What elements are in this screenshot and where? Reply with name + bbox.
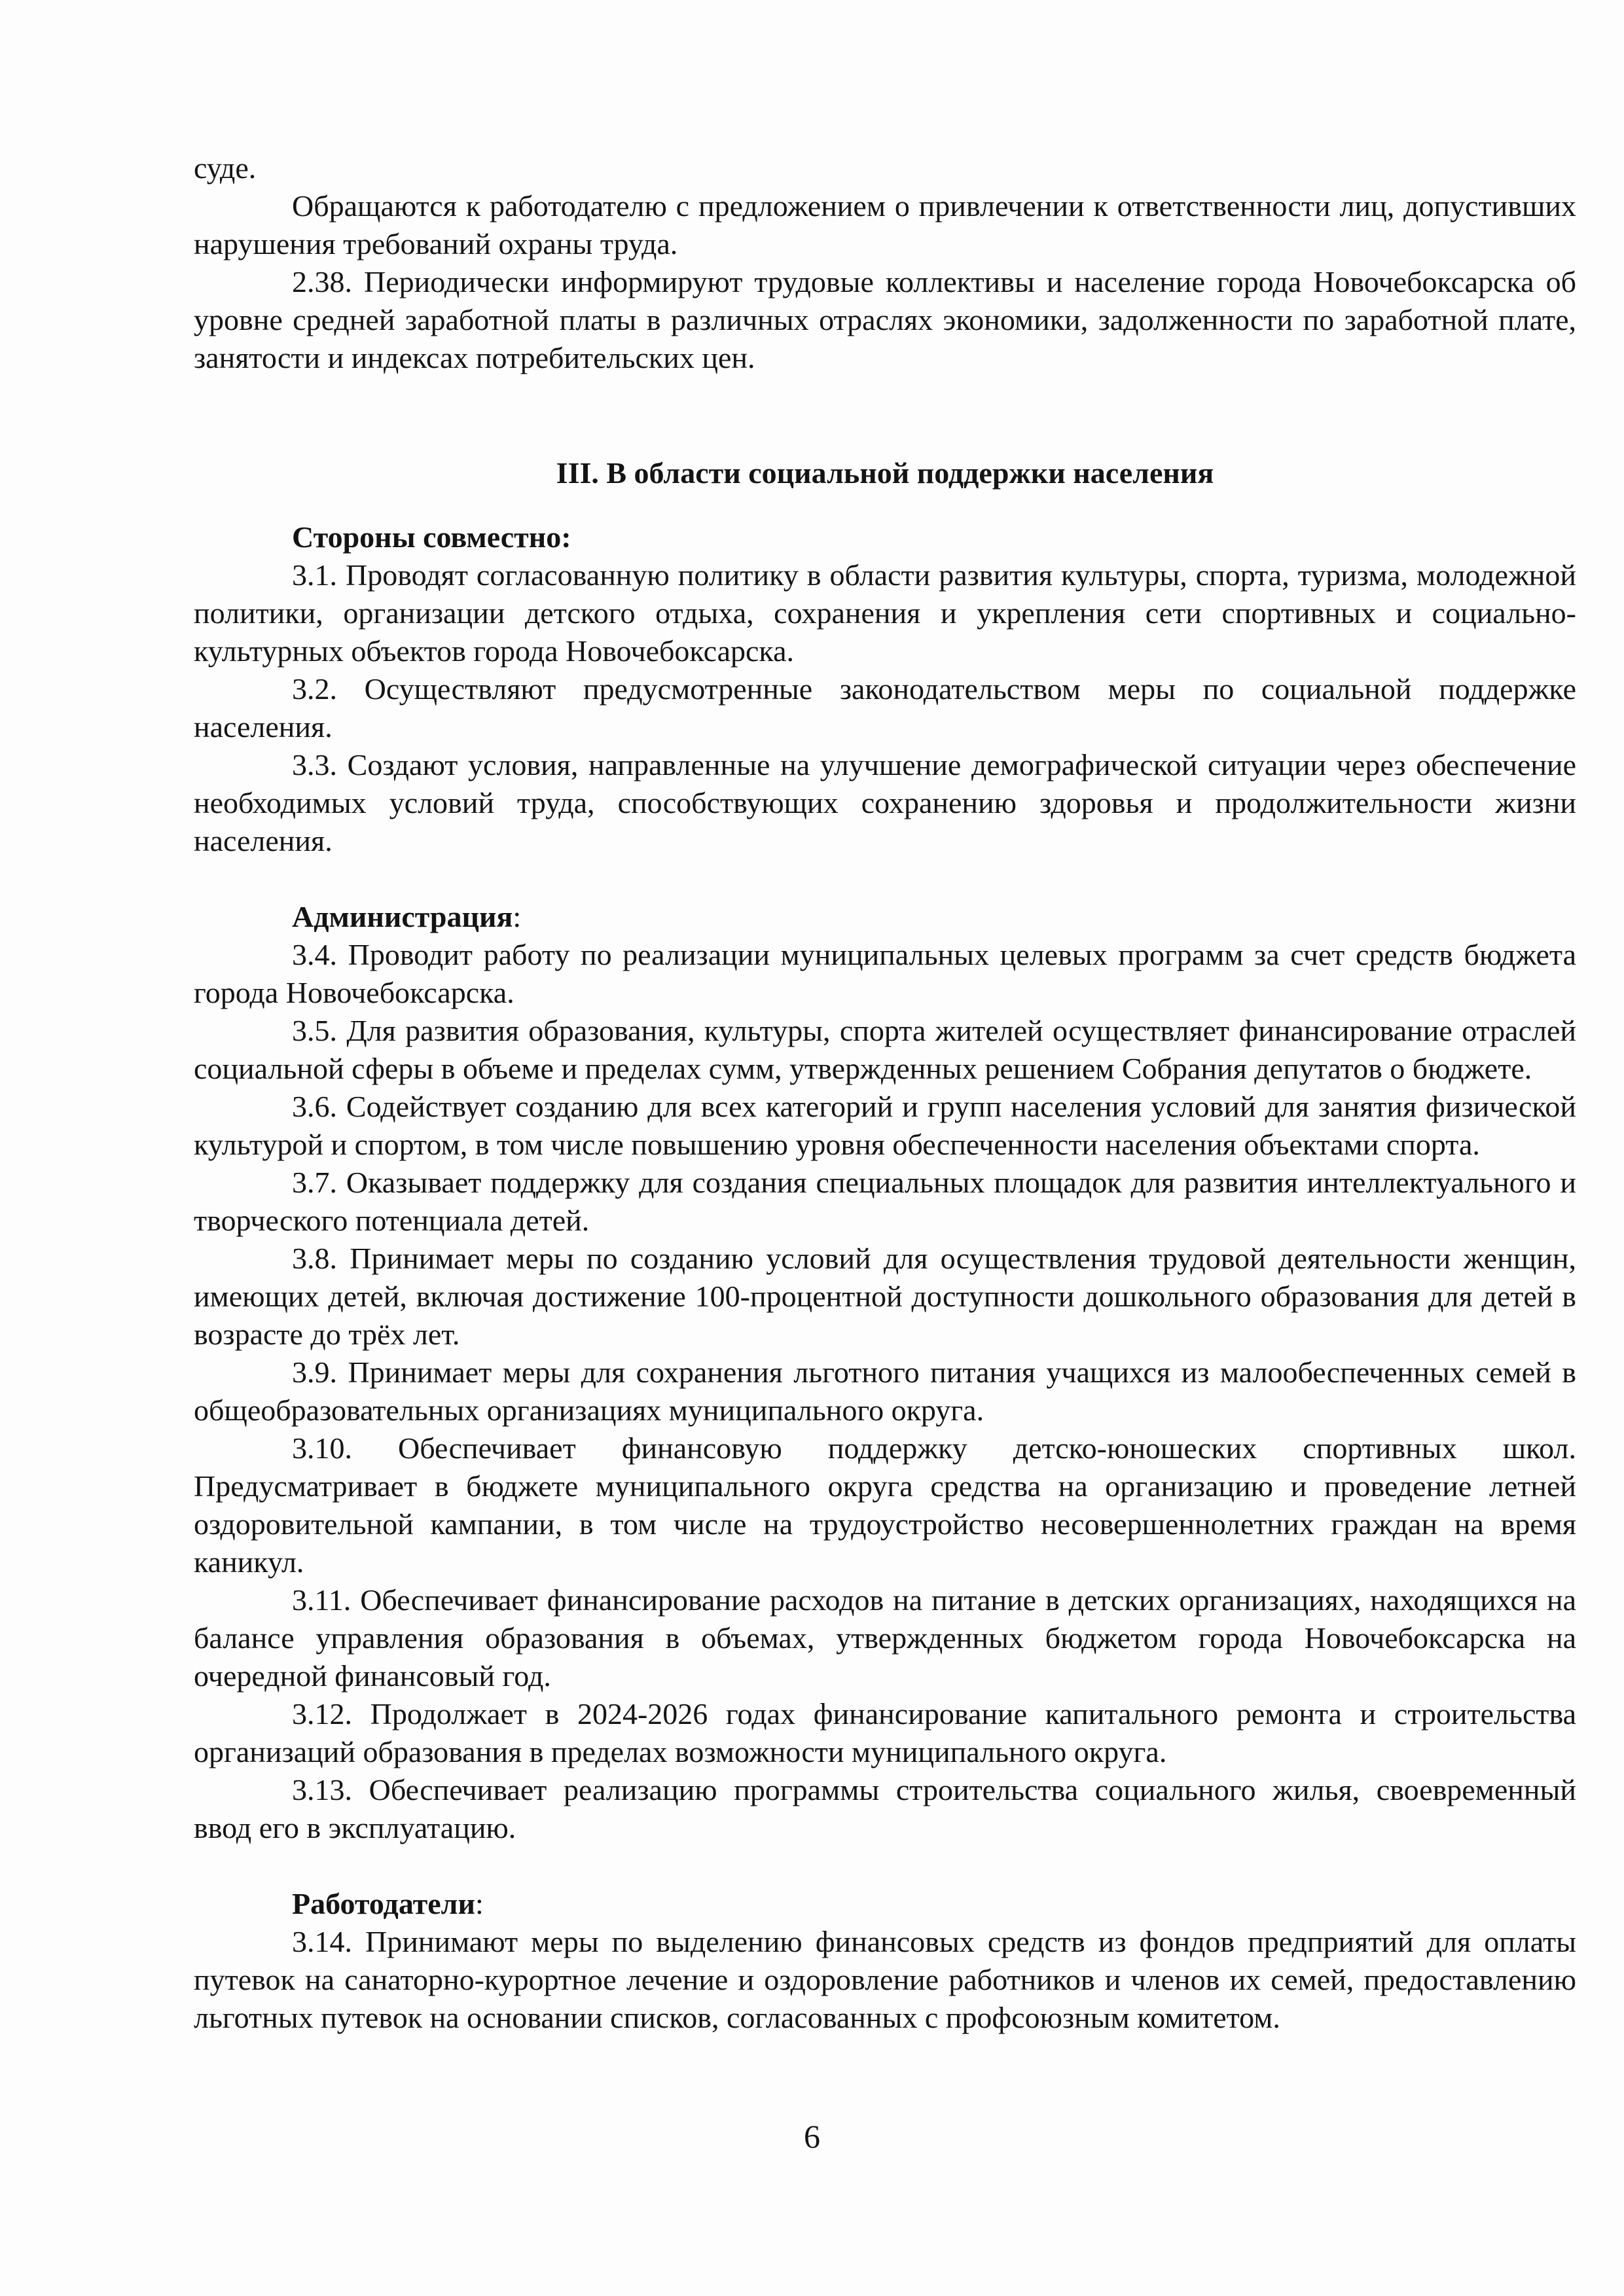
clause-3-10: 3.10. Обеспечивает финансовую поддержку детско-юношеских спортивных школ. Предусматривает в бюджете муниципального округа средства на организацию и проведение летней оздоровительной кампании, в том числе на трудоустройство несовершеннолетних граждан на время каникул. xyxy=(194,1431,1576,1579)
party-heading-joint: Стороны совместно: xyxy=(292,520,571,554)
employers-group xyxy=(194,1885,1576,2037)
party-heading-label: Работодатели xyxy=(292,1887,475,1920)
party-heading-colon: : xyxy=(513,900,522,933)
section-title: III. В области социальной поддержки населения xyxy=(556,456,1214,490)
clause-3-7: 3.7. Оказывает поддержку для создания специальных площадок для развития интеллектуального и творческого потенциала детей. xyxy=(194,1166,1576,1237)
continuation-paragraph: суде. xyxy=(194,151,257,185)
party-heading-label: Администрация xyxy=(292,900,513,933)
clause-3-14: 3.14. Принимают меры по выделению финансовых средств из фондов предприятий для оплаты путевок на санаторно-курортное лечение и оздоровление работников и членов их семей, предоставлению льготных путевок на основании списков, согласованных с профсоюзным комитетом. xyxy=(194,1925,1576,2034)
party-heading-colon: : xyxy=(475,1887,484,1920)
clause-3-1: 3.1. Проводят согласованную политику в области развития культуры, спорта, туризма, молодежной политики, организации детского отдыха, сохранения и укрепления сети спортивных и социально-культурных объектов города Новочебоксарска. xyxy=(194,558,1576,668)
clause-3-11: 3.11. Обеспечивает финансирование расходов на питание в детских организациях, находящихся на балансе управления образования в объемах, утвержденных бюджетом города Новочебоксарска на очередной финансовый год. xyxy=(194,1583,1576,1693)
clause-3-8: 3.8. Принимает меры по созданию условий для осуществления трудовой деятельности женщин, имеющих детей, включая достижение 100-процентной доступности дошкольного образования для детей в возрасте до трёх лет. xyxy=(194,1242,1576,1351)
party-heading-administration xyxy=(292,898,1576,936)
clause-3-3: 3.3. Создают условия, направленные на улучшение демографической ситуации через обеспечение необходимых условий труда, способствующих сохранению здоровья и продолжительности жизни населения. xyxy=(194,748,1576,857)
administration-group xyxy=(194,898,1576,1847)
clause-3-9: 3.9. Принимает меры для сохранения льготного питания учащихся из малообеспеченных семей в общеобразовательных организациях муниципального округа. xyxy=(194,1355,1576,1427)
page-number: 6 xyxy=(804,2118,820,2155)
clause-3-5: 3.5. Для развития образования, культуры, спорта жителей осуществляет финансирование отраслей социальной сферы в объеме и пределах сумм, утвержденных решением Собрания депутатов о бюджете. xyxy=(194,1014,1576,1085)
joint-group xyxy=(194,518,1576,860)
clause-2-38: 2.38. Периодически информируют трудовые коллективы и население города Новочебоксарска об уровне средней заработной платы в различных отраслях экономики, задолженности по заработной плате, занятости и индексах потребительских цен. xyxy=(194,265,1576,374)
continuation-paragraph: Обращаются к работодателю с предложением о привлечении к ответственности лиц, допустивших нарушения требований охраны труда. xyxy=(194,189,1576,260)
clause-3-4: 3.4. Проводит работу по реализации муниципальных целевых программ за счет средств бюджета города Новочебоксарска. xyxy=(194,938,1576,1009)
clause-3-13: 3.13. Обеспечивает реализацию программы строительства социального жилья, своевременный ввод его в эксплуатацию. xyxy=(194,1773,1576,1844)
clause-3-12: 3.12. Продолжает в 2024-2026 годах финансирование капитального ремонта и строительства организаций образования в пределах возможности муниципального округа. xyxy=(194,1697,1576,1768)
party-heading-employers xyxy=(292,1885,1576,1923)
page-body xyxy=(194,149,1576,2037)
clause-3-2: 3.2. Осуществляют предусмотренные законодательством меры по социальной поддержке населения. xyxy=(194,672,1576,744)
clause-3-6: 3.6. Содействует созданию для всех категорий и групп населения условий для занятия физической культурой и спортом, в том числе повышению уровня обеспеченности населения объектами спорта. xyxy=(194,1090,1576,1161)
